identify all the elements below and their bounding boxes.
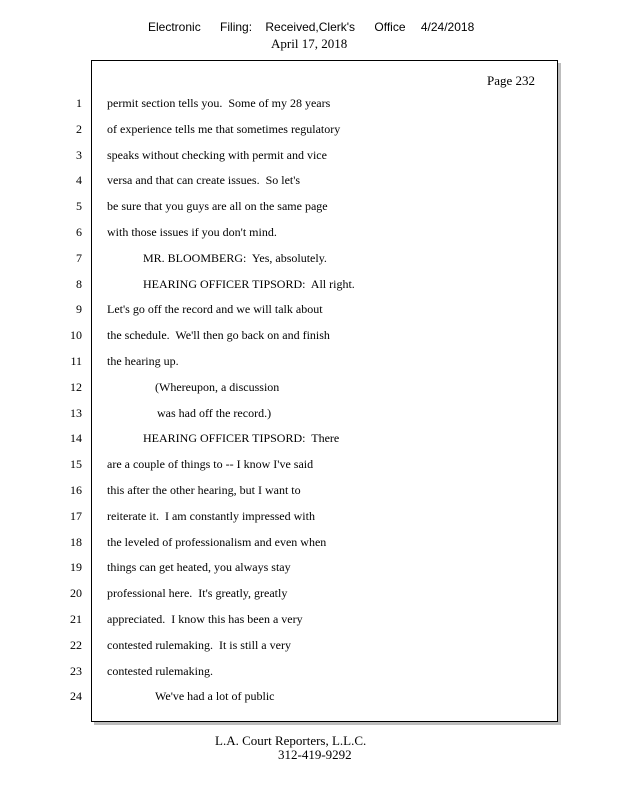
transcript-line: professional here. It's greatly, greatly bbox=[107, 586, 288, 601]
transcript-line: MR. BLOOMBERG: Yes, absolutely. bbox=[143, 250, 327, 265]
line-number: 10 bbox=[70, 328, 82, 343]
line-number: 9 bbox=[76, 302, 82, 317]
transcript-line: versa and that can create issues. So let's bbox=[107, 173, 301, 188]
filing-word-received: Received,Clerk's bbox=[265, 20, 356, 34]
line-number: 5 bbox=[76, 199, 82, 214]
line-number: 3 bbox=[76, 147, 82, 162]
line-number: 23 bbox=[70, 663, 82, 678]
line-number: 15 bbox=[70, 457, 82, 472]
transcript-line: reiterate it. I am constantly impressed with bbox=[107, 508, 315, 523]
hearing-date: April 17, 2018 bbox=[271, 36, 348, 51]
line-number: 16 bbox=[70, 482, 82, 497]
filing-word-electronic: Electronic bbox=[148, 20, 201, 34]
transcript-line: appreciated. I know this has been a very bbox=[107, 611, 303, 626]
filing-stamp bbox=[148, 20, 474, 34]
line-number: 7 bbox=[76, 250, 82, 265]
transcript-line: HEARING OFFICER TIPSORD: There bbox=[143, 431, 340, 446]
transcript-line: the leveled of professionalism and even when bbox=[107, 534, 327, 549]
line-number-column bbox=[60, 95, 82, 714]
line-number: 20 bbox=[70, 586, 82, 601]
line-number: 19 bbox=[70, 560, 82, 575]
transcript-line: permit section tells you. Some of my 28 years bbox=[107, 96, 331, 110]
line-number: 24 bbox=[70, 689, 82, 704]
transcript-line: HEARING OFFICER TIPSORD: All right. bbox=[143, 276, 355, 291]
line-number: 21 bbox=[70, 611, 82, 626]
transcript-line: this after the other hearing, but I want to bbox=[107, 482, 301, 497]
transcript-line: are a couple of things to -- I know I've said bbox=[107, 457, 314, 472]
line-number: 22 bbox=[70, 637, 82, 652]
line-number: 14 bbox=[70, 431, 82, 446]
transcript-line: of experience tells me that sometimes regulatory bbox=[107, 121, 341, 136]
transcript-line: contested rulemaking. bbox=[107, 663, 213, 678]
line-number: 18 bbox=[70, 534, 82, 549]
transcript-line: be sure that you guys are all on the same page bbox=[107, 199, 328, 214]
line-number: 1 bbox=[76, 96, 82, 110]
line-number: 12 bbox=[70, 379, 82, 394]
filing-word-filing: Filing: bbox=[220, 20, 253, 34]
transcript-line: with those issues if you don't mind. bbox=[107, 224, 277, 239]
line-number: 4 bbox=[76, 173, 82, 188]
line-number: 17 bbox=[70, 508, 82, 523]
filing-word-office: Office bbox=[374, 20, 406, 34]
line-number: 13 bbox=[70, 405, 82, 420]
transcript-line: We've had a lot of public bbox=[155, 689, 275, 704]
line-number: 2 bbox=[76, 121, 82, 136]
transcript-line: contested rulemaking. It is still a very bbox=[107, 637, 291, 652]
transcript-text bbox=[107, 95, 547, 714]
line-number: 8 bbox=[76, 276, 82, 291]
transcript-line: speaks without checking with permit and vice bbox=[107, 147, 327, 162]
filing-stamp-date: 4/24/2018 bbox=[420, 20, 475, 34]
reporter-company: L.A. Court Reporters, L.L.C. bbox=[215, 733, 367, 748]
transcript-line: the hearing up. bbox=[107, 353, 179, 368]
line-number: 11 bbox=[70, 353, 82, 368]
reporter-phone: 312-419-9292 bbox=[278, 747, 352, 762]
transcript-line: (Whereupon, a discussion bbox=[155, 379, 280, 394]
transcript-line: the schedule. We'll then go back on and finish bbox=[107, 328, 330, 343]
transcript-line: Let's go off the record and we will talk about bbox=[107, 302, 323, 317]
transcript-line: things can get heated, you always stay bbox=[107, 560, 291, 575]
page-number: Page 232 bbox=[486, 73, 535, 88]
line-number: 6 bbox=[76, 224, 82, 239]
transcript-line: was had off the record.) bbox=[157, 405, 272, 420]
